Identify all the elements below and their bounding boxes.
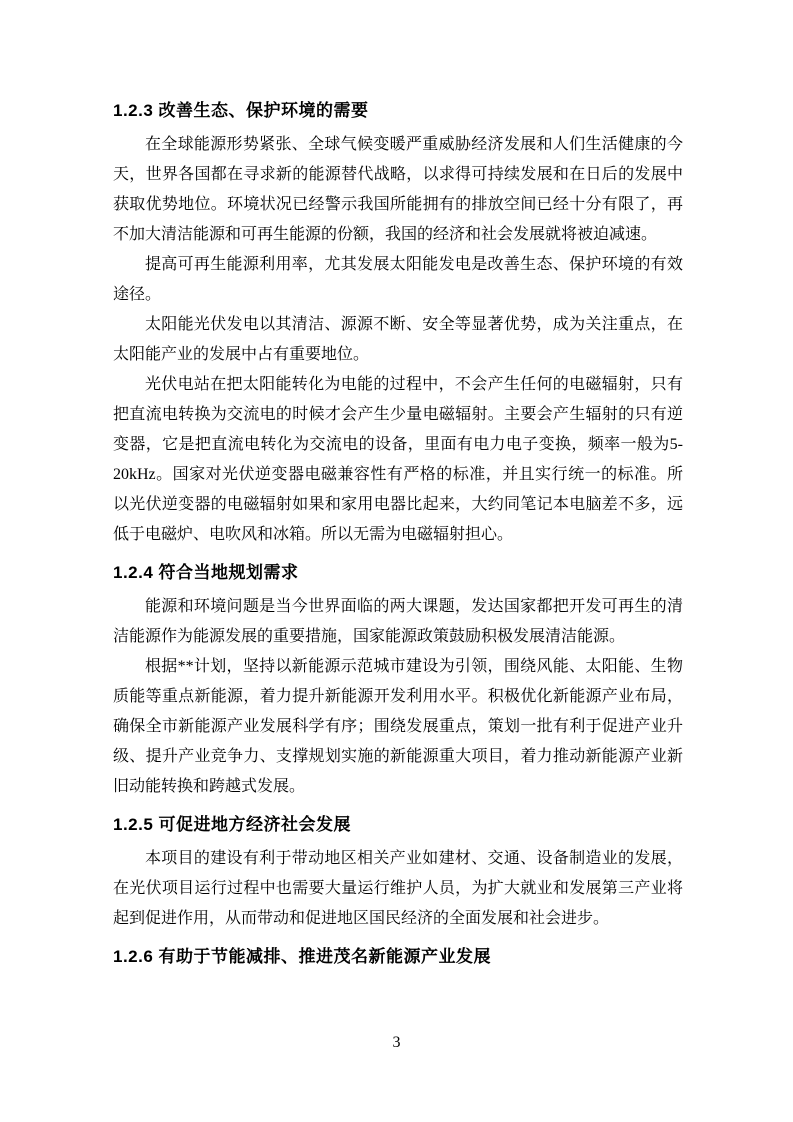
paragraph: 在全球能源形势紧张、全球气候变暖严重威胁经济发展和人们生活健康的今天，世界各国都在寻求新的能源替代战略，以求得可持续发展和在日后的发展中获取优势地位。环境状况已经警示我国所能拥有的排放空间已经十分有限了，再不加大清洁能源和可再生能源的份额，我国的经济和社会发展就将被迫减速。 (113, 136, 683, 243)
section-heading-1-2-5: 1.2.5 可促进地方经济社会发展 (113, 815, 352, 834)
section-heading-1-2-4: 1.2.4 符合当地规划需求 (113, 563, 299, 582)
page-number: 3 (392, 1034, 401, 1051)
paragraph: 根据**计划，坚持以新能源示范城市建设为引领，围绕风能、太阳能、生物质能等重点新能源，着力提升新能源开发利用水平。积极优化新能源产业布局，确保全市新能源产业发展科学有序；围绕发展重点，策划一批有利于促进产业升级、提升产业竞争力、支撑规划实施的新能源重大项目，着力推动新能源产业新旧动能转换和跨越式发展。 (113, 658, 683, 795)
paragraph: 本项目的建设有利于带动地区相关产业如建材、交通、设备制造业的发展，在光伏项目运行过程中也需要大量运行维护人员，为扩大就业和发展第三产业将起到促进作用，从而带动和促进地区国民经济的全面发展和社会进步。 (113, 850, 683, 927)
paragraph: 光伏电站在把太阳能转化为电能的过程中，不会产生任何的电磁辐射，只有把直流电转换为交流电的时候才会产生少量电磁辐射。主要会产生辐射的只有逆变器，它是把直流电转化为交流电的设备，里面有电力电子变换，频率一般为5-20kHz。国家对光伏逆变器电磁兼容性有严格的标准，并且实行统一的标准。所以光伏逆变器的电磁辐射如果和家用电器比起来，大约同笔记本电脑差不多，远低于电磁炉、电吹风和冰箱。所以无需为电磁辐射担心。 (113, 376, 683, 543)
paragraph: 太阳能光伏发电以其清洁、源源不断、安全等显著优势，成为关注重点，在太阳能产业的发展中占有重要地位。 (113, 316, 683, 363)
section-heading-1-2-6: 1.2.6 有助于节能减排、推进茂名新能源产业发展 (113, 947, 492, 966)
paragraph: 提高可再生能源利用率，尤其发展太阳能发电是改善生态、保护环境的有效途径。 (113, 256, 683, 303)
section-heading-1-2-3: 1.2.3 改善生态、保护环境的需要 (113, 101, 369, 120)
paragraph: 能源和环境问题是当今世界面临的两大课题，发达国家都把开发可再生的清洁能源作为能源发展的重要措施，国家能源政策鼓励积极发展清洁能源。 (113, 598, 683, 645)
document-content (113, 88, 683, 976)
